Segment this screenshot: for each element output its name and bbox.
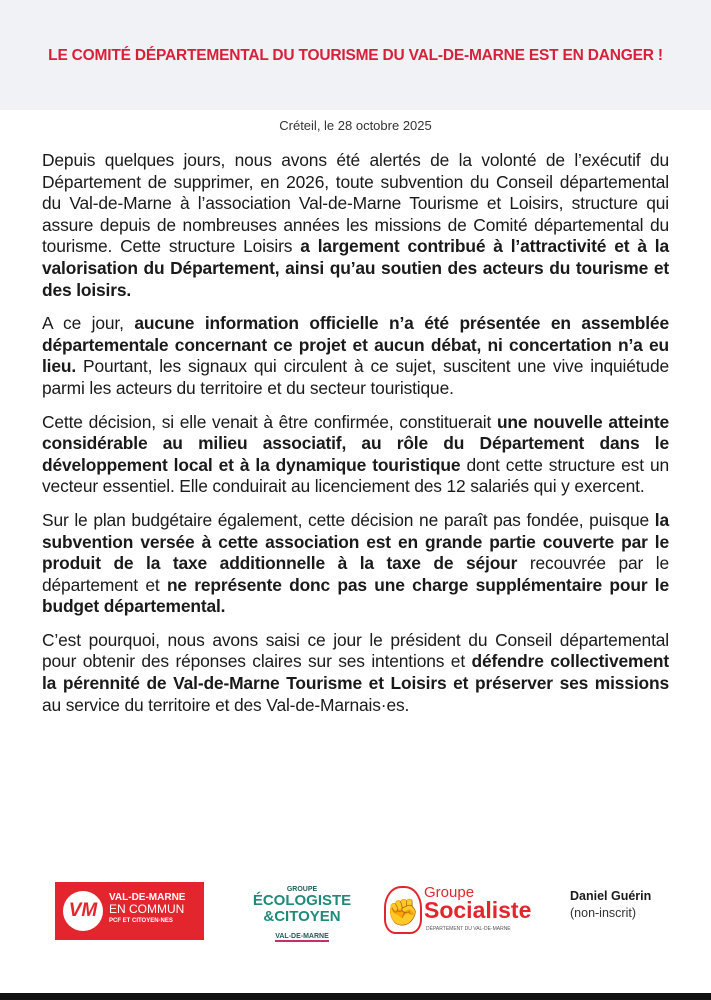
rose-fist-icon: ✊	[384, 886, 422, 934]
paragraph	[42, 510, 669, 618]
text: Sur le plan budgétaire également, cette décision ne paraît pas fondée, puisque	[42, 509, 655, 530]
text: recouvrée par le département et	[42, 553, 670, 595]
logo-groupe-ecologiste: GROUPE ÉCOLOGISTE &CITOYEN VAL-DE-MARNE	[252, 886, 352, 940]
paragraph	[42, 150, 669, 301]
date-line: Créteil, le 28 octobre 2025	[279, 118, 432, 133]
bottom-bar	[0, 993, 711, 1000]
paragraph	[42, 630, 669, 716]
text: A ce jour,	[42, 313, 135, 334]
paragraph	[42, 412, 669, 498]
text: Depuis quelques jours, nous avons été alertés de la volonté de l’exécutif du Département de supprimer, en 2026, toute subvention du Conseil départemental du Val-de-Marne à l’association Val-de-Marne Tourisme et Loisirs, structure qui assure depuis de nombreuses années les missions de Comité départemental du tourisme. Cette structure Loisirs	[42, 150, 669, 257]
paragraph	[42, 313, 669, 399]
bold-text: aucune information officielle n’a été présentée en assemblée départementale concernant ce projet et aucun débat, ni concertation n’a eu lieu.	[42, 313, 669, 377]
bold-text: défendre collectivement la pérennité de Val-de-Marne Tourisme et Loisirs et préserver ses missions	[42, 651, 669, 694]
text: au service du territoire et des Val-de-Marnais·es.	[42, 694, 410, 715]
signatory-independent: Daniel Guérin (non-inscrit)	[570, 889, 652, 920]
text: C’est pourquoi, nous avons saisi ce jour le président du Conseil départemental pour obtenir des réponses claires sur ses intentions et	[42, 629, 669, 672]
letter-body	[42, 150, 669, 728]
signatories	[0, 880, 711, 950]
text: dont cette structure est un vecteur essentiel. Elle conduirait au licenciement des 12 salariés qui y exercent.	[42, 454, 670, 497]
bold-text: a largement contribué à l’attractivité et à la valorisation du Département, ainsi qu’au soutien des acteurs du tourisme et des loisirs.	[42, 236, 669, 300]
logo-val-de-marne-en-commun: VM VAL-DE-MARNE EN COMMUN PCF ET CITOYEN·NES	[55, 882, 204, 940]
text: Pourtant, les signaux qui circulent à ce sujet, suscitent une vive inquiétude parmi les acteurs du territoire et du secteur touristique.	[42, 356, 669, 398]
page-title: LE COMITÉ DÉPARTEMENTAL DU TOURISME DU VAL-DE-MARNE EST EN DANGER !	[48, 47, 663, 64]
bold-text: une nouvelle atteinte considérable au milieu associatif, au rôle du Département dans le développement local et à la dynamique touristique	[42, 411, 669, 475]
logo-groupe-socialiste: ✊ Groupe Socialiste DÉPARTEMENT DU VAL-DE-MARNE	[384, 884, 554, 940]
header-band	[0, 0, 711, 110]
bold-text: ne représente donc pas une charge supplémentaire pour le budget départemental.	[42, 574, 669, 617]
text: Cette décision, si elle venait à être confirmée, constituerait	[42, 411, 497, 432]
bold-text: la subvention versée à cette association est en grande partie couverte par le produit de la taxe additionnelle à la taxe de séjour	[42, 509, 669, 574]
